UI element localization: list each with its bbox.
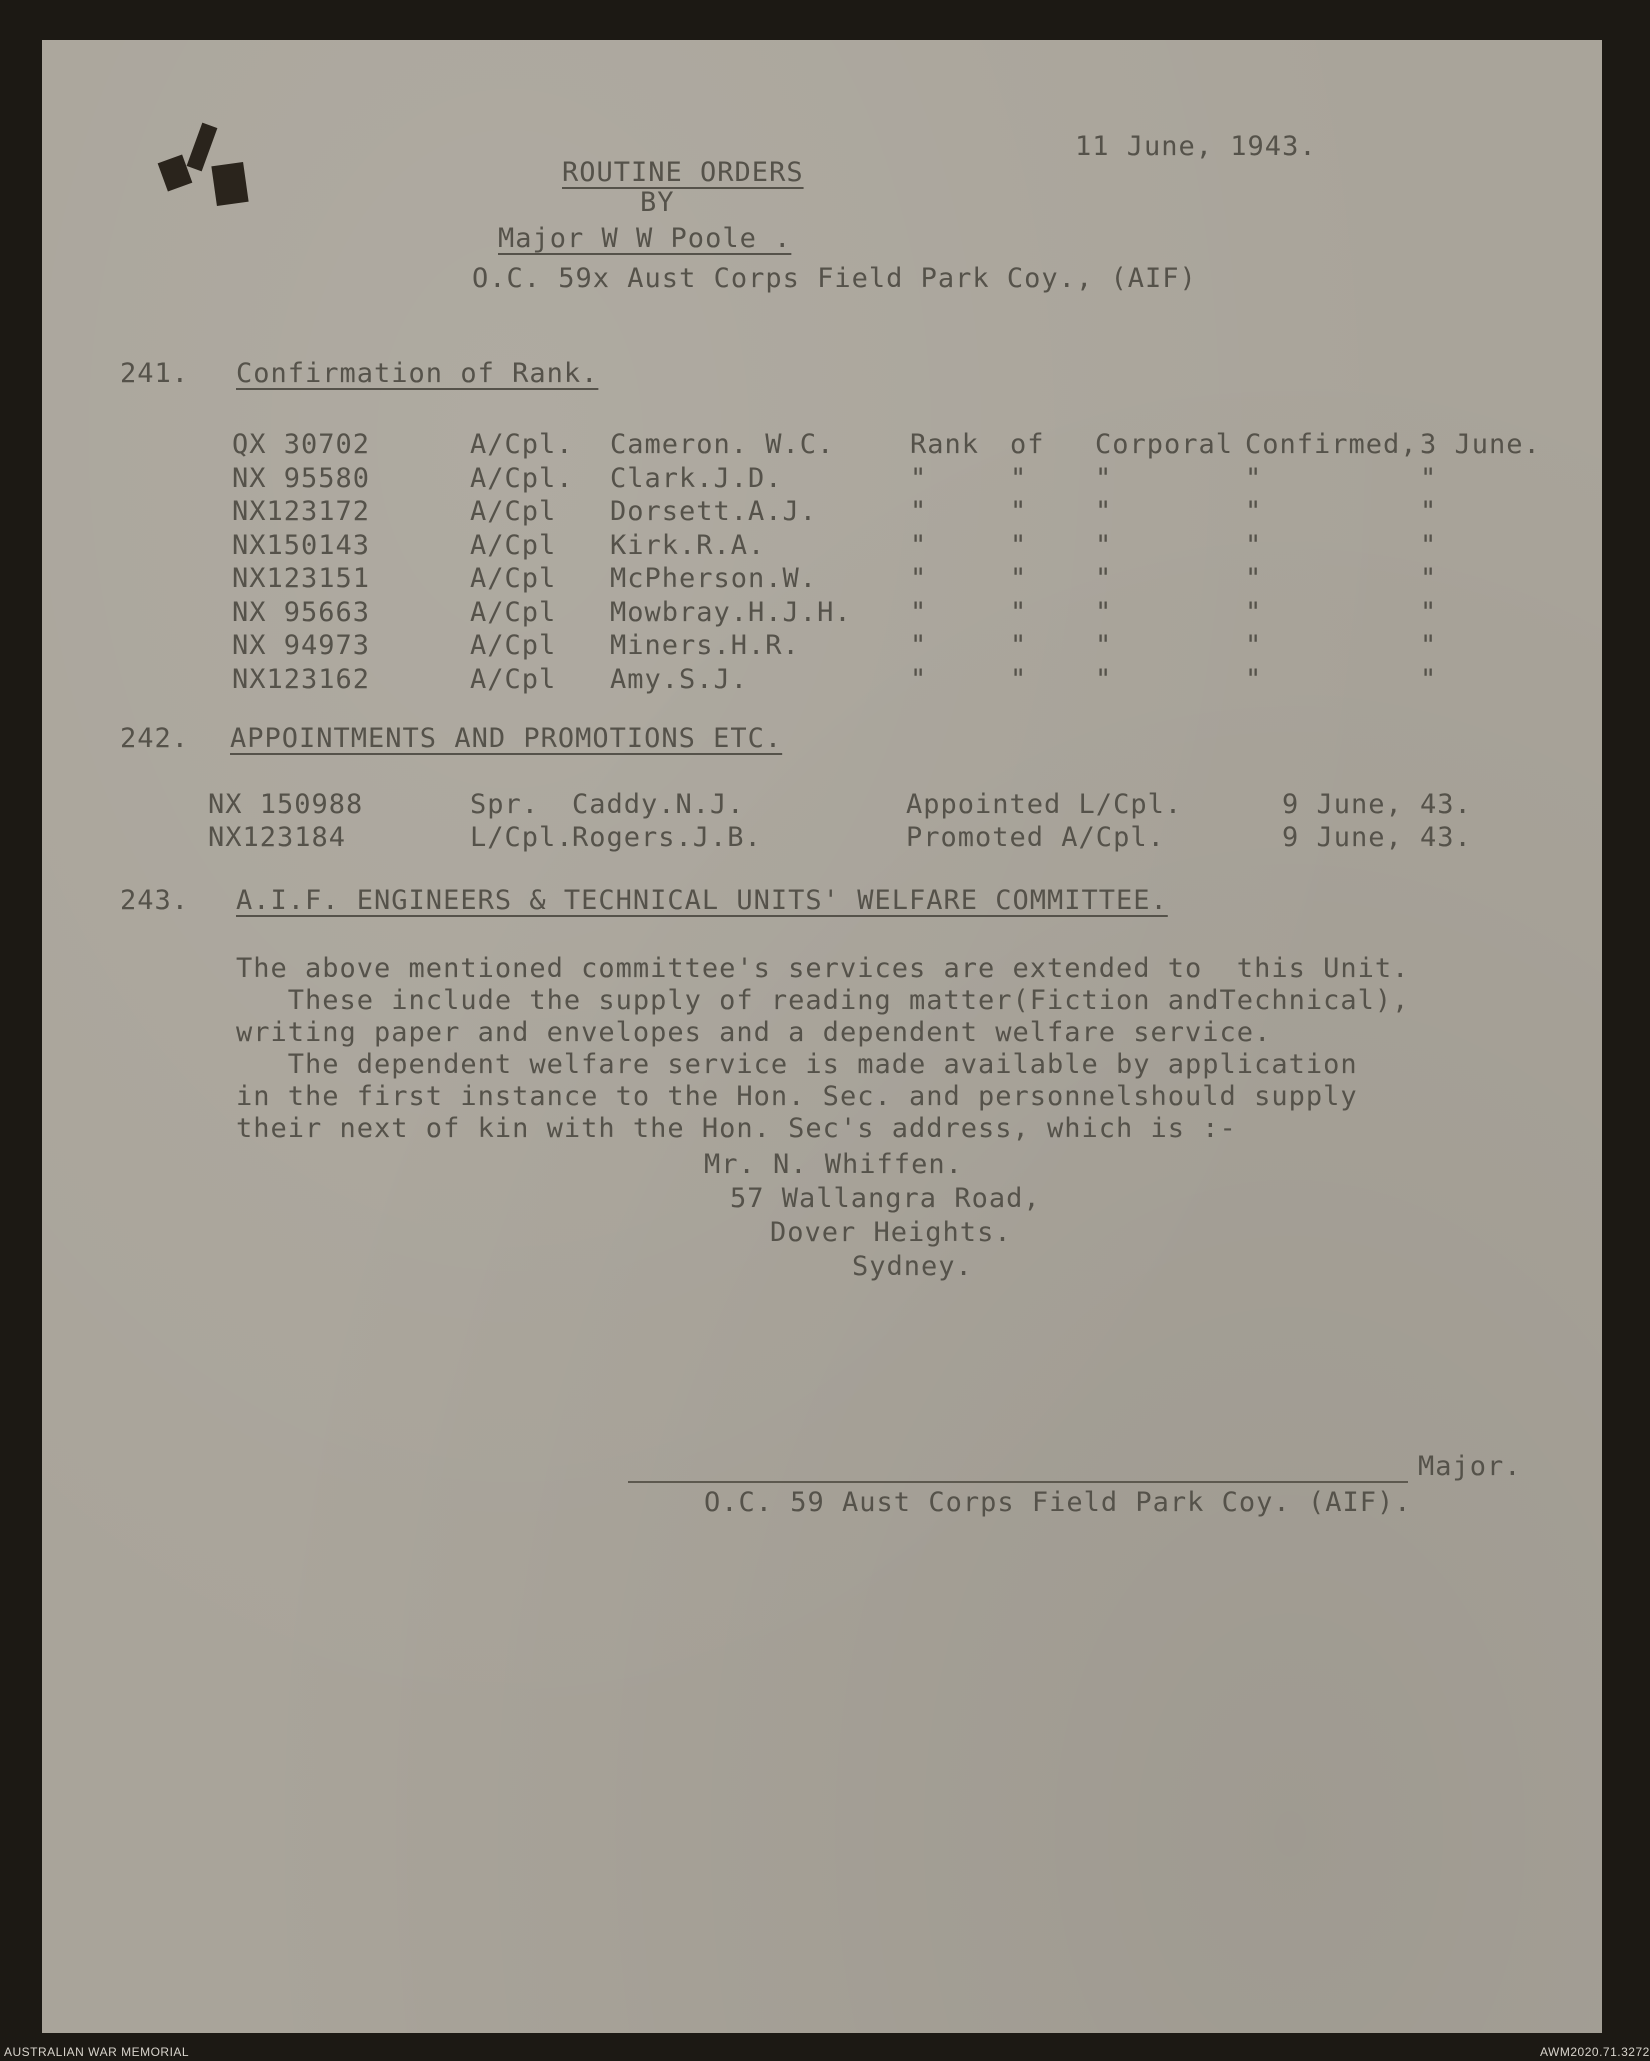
body-line: These include the supply of reading matter(Fiction andTechnical), — [236, 985, 1410, 1016]
service-number: NX123151 — [232, 563, 371, 594]
ditto: " — [1010, 630, 1028, 661]
ditto: " — [1420, 462, 1438, 494]
ditto: " — [1420, 663, 1438, 695]
ditto: " — [1420, 496, 1438, 527]
section-number: 242. — [120, 723, 190, 754]
ditto: " — [1245, 462, 1263, 494]
ditto: " — [1010, 663, 1028, 695]
rank: Spr. — [470, 789, 540, 820]
section-number: 241. — [120, 358, 190, 389]
ditto: " — [1245, 529, 1263, 561]
section-heading: A.I.F. ENGINEERS & TECHNICAL UNITS' WELFARE COMMITTEE. — [236, 885, 1168, 916]
action: Promoted A/Cpl. — [906, 822, 1165, 853]
body-line: The dependent welfare service is made available by application — [236, 1049, 1358, 1080]
service-number: NX 95580 — [232, 462, 371, 494]
soldier-name: Clark.J.D. — [610, 462, 783, 494]
document-date: 11 June, 1943. — [1075, 131, 1317, 162]
rank-text: " — [910, 462, 928, 494]
soldier-name: Amy.S.J. — [610, 663, 749, 695]
ditto: " — [1245, 496, 1263, 527]
service-number: NX 95663 — [232, 596, 371, 628]
ditto: " — [1095, 529, 1113, 561]
ditto: " — [1095, 663, 1113, 695]
issuing-unit: O.C. 59x Aust Corps Field Park Coy., (AIF) — [472, 263, 1197, 294]
signature-unit: O.C. 59 Aust Corps Field Park Coy. (AIF). — [704, 1487, 1412, 1518]
rank: L/Cpl. — [470, 822, 574, 853]
rank: A/Cpl — [470, 596, 557, 628]
service-number: NX 150988 — [208, 789, 364, 820]
punch-hole-damage — [158, 154, 193, 191]
issuing-officer: Major W W Poole . — [498, 223, 792, 254]
ditto: " — [1420, 529, 1438, 561]
address-line: 57 Wallangra Road, — [730, 1183, 1041, 1214]
body-line: The above mentioned committee's services are extended to this Unit. — [236, 953, 1410, 984]
ditto: " — [1010, 496, 1028, 527]
signature-line — [628, 1481, 1408, 1483]
effective-date: 9 June, 43. — [1282, 789, 1472, 820]
rank-text: " — [910, 496, 928, 527]
rank-text: " — [910, 630, 928, 661]
soldier-name: Rogers.J.B. — [572, 822, 762, 853]
ditto: " — [1245, 663, 1263, 695]
body-line: in the first instance to the Hon. Sec. and personnelshould supply — [236, 1081, 1358, 1112]
section-heading: Confirmation of Rank. — [236, 358, 599, 389]
soldier-name: Caddy.N.J. — [572, 789, 745, 820]
effective-date: 9 June, 43. — [1282, 822, 1472, 853]
service-number: QX 30702 — [232, 429, 371, 460]
ditto: " — [1420, 630, 1438, 661]
punch-hole-damage — [187, 123, 218, 172]
ditto: " — [1095, 596, 1113, 628]
footer-source: AUSTRALIAN WAR MEMORIAL — [4, 2045, 190, 2059]
soldier-name: Mowbray.H.J.H. — [610, 596, 852, 628]
signature-rank: Major. — [1418, 1451, 1522, 1482]
ditto: " — [1095, 630, 1113, 661]
ditto: Corporal — [1095, 429, 1234, 460]
ditto: " — [1420, 563, 1438, 594]
rank: A/Cpl — [470, 663, 557, 695]
service-number: NX123172 — [232, 496, 371, 527]
address-line: Sydney. — [852, 1251, 973, 1282]
soldier-name: Cameron. W.C. — [610, 429, 835, 460]
body-line: their next of kin with the Hon. Sec's address, which is :- — [236, 1113, 1237, 1144]
rank-text: Rank — [910, 429, 980, 460]
soldier-name: McPherson.W. — [610, 563, 818, 594]
address-line: Dover Heights. — [770, 1217, 1012, 1248]
ditto: " — [1245, 596, 1263, 628]
ditto: Confirmed, — [1245, 429, 1418, 460]
action: Appointed L/Cpl. — [906, 789, 1183, 820]
rank: A/Cpl — [470, 529, 557, 561]
rank: A/Cpl. — [470, 462, 574, 494]
ditto: 3 June. — [1420, 429, 1541, 460]
ditto: " — [1095, 563, 1113, 594]
soldier-name: Miners.H.R. — [610, 630, 800, 661]
ditto: " — [1010, 462, 1028, 494]
rank: A/Cpl. — [470, 429, 574, 460]
rank-text: " — [910, 529, 928, 561]
ditto: of — [1010, 429, 1045, 460]
ditto: " — [1420, 596, 1438, 628]
address-line: Mr. N. Whiffen. — [704, 1149, 963, 1180]
rank: A/Cpl — [470, 630, 557, 661]
ditto: " — [1095, 496, 1113, 527]
ditto: " — [1245, 630, 1263, 661]
ditto: " — [1095, 462, 1113, 494]
service-number: NX150143 — [232, 529, 371, 561]
rank: A/Cpl — [470, 496, 557, 527]
ditto: " — [1010, 529, 1028, 561]
service-number: NX 94973 — [232, 630, 371, 661]
footer-reference: AWM2020.71.3272 — [1540, 2045, 1650, 2059]
body-line: writing paper and envelopes and a dependent welfare service. — [236, 1017, 1272, 1048]
ditto: " — [1010, 596, 1028, 628]
document-title: ROUTINE ORDERS — [562, 157, 804, 188]
rank: A/Cpl — [470, 563, 557, 594]
soldier-name: Dorsett.A.J. — [610, 496, 818, 527]
rank-text: " — [910, 663, 928, 695]
rank-text: " — [910, 563, 928, 594]
document-by: BY — [640, 187, 675, 218]
ditto: " — [1245, 563, 1263, 594]
service-number: NX123162 — [232, 663, 371, 695]
service-number: NX123184 — [208, 822, 347, 853]
section-heading: APPOINTMENTS AND PROMOTIONS ETC. — [230, 723, 783, 754]
punch-hole-damage — [211, 162, 248, 206]
section-number: 243. — [120, 885, 190, 916]
rank-text: " — [910, 596, 928, 628]
soldier-name: Kirk.R.A. — [610, 529, 766, 561]
ditto: " — [1010, 563, 1028, 594]
